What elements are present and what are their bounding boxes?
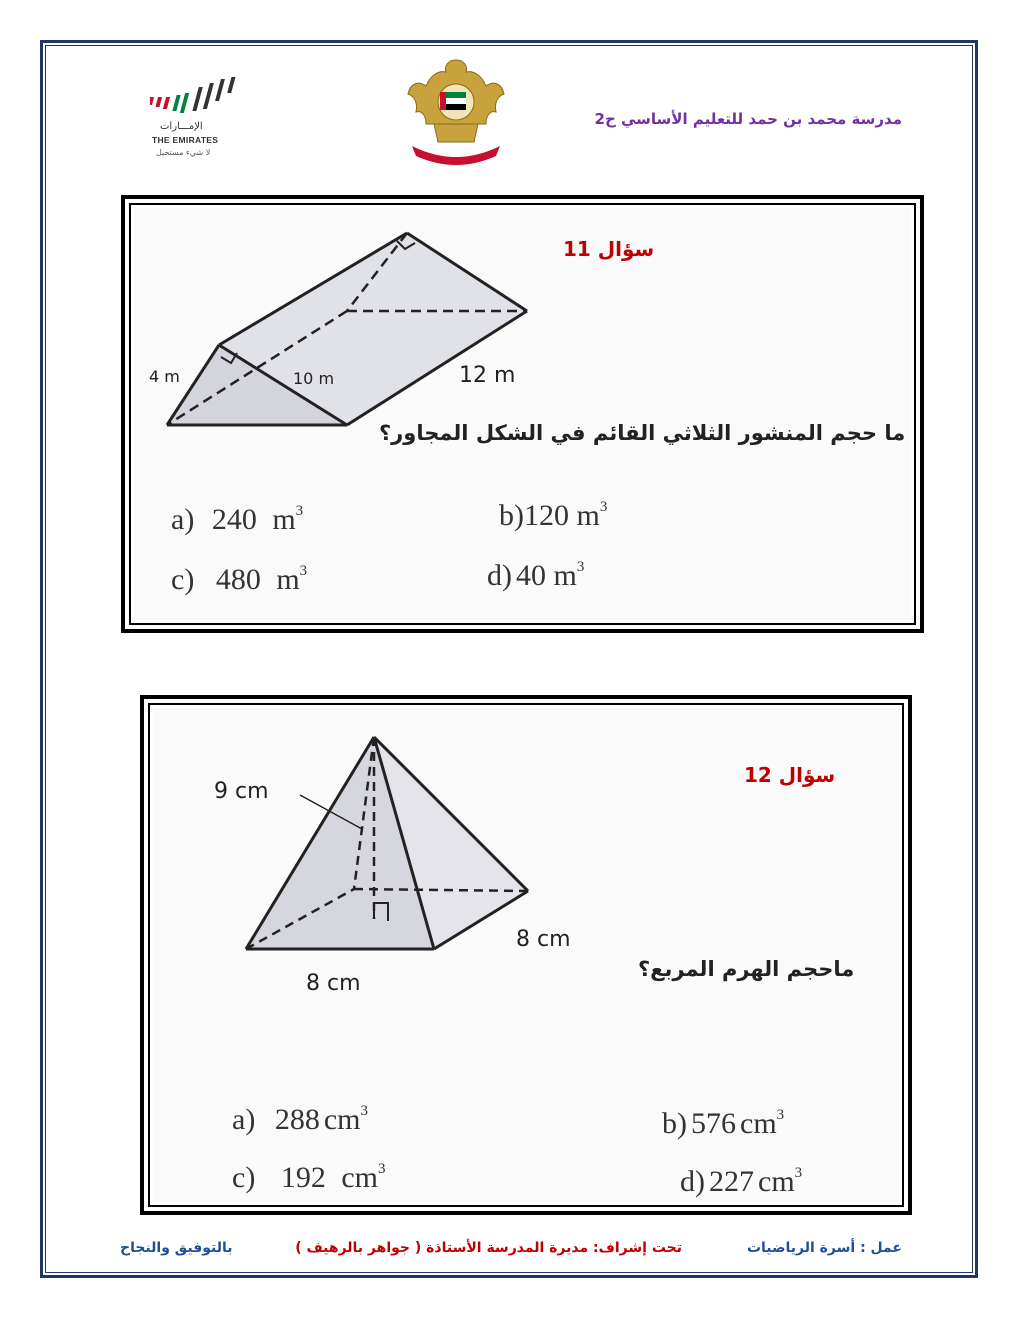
option-c[interactable] [171, 563, 307, 597]
the-emirates-logo [150, 75, 250, 170]
option-letter: d) [680, 1165, 705, 1198]
option-unit: m [576, 499, 600, 532]
option-exponent: 3 [576, 559, 585, 575]
option-value: 227 [709, 1165, 754, 1198]
option-exponent: 3 [599, 499, 608, 515]
option-unit: m [272, 503, 296, 536]
option-value: 576 [691, 1107, 736, 1140]
question-11-label: سؤال 11 [563, 237, 655, 261]
dim-base-label: 10 m [293, 369, 335, 388]
footer-wishes: بالتوفيق والنجاح [120, 1240, 233, 1256]
option-value: 480 [215, 563, 261, 596]
option-unit: m [276, 563, 300, 596]
option-letter: c) [232, 1161, 256, 1194]
uae-emblem-icon [404, 50, 508, 168]
emirates-logo-english: THE EMIRATES [152, 135, 219, 145]
option-b[interactable] [499, 499, 607, 533]
option-letter: a) [232, 1103, 256, 1136]
option-c[interactable] [232, 1161, 385, 1195]
option-letter: b) [499, 499, 524, 532]
option-letter: a) [171, 503, 195, 536]
option-unit: cm [323, 1103, 361, 1136]
footer-supervisor-name: ( جواهر بالرهيف ) [295, 1240, 422, 1256]
footer-supervision [295, 1240, 682, 1256]
option-exponent: 3 [776, 1107, 785, 1123]
emirates-bars-icon [150, 75, 250, 119]
question-12-text: ماحجم الهرم المربع؟ [638, 957, 855, 981]
dim-side2-label: 8 cm [516, 927, 571, 952]
question-12-box [140, 695, 912, 1215]
footer-work: عمل : أسرة الرياضيات [746, 1240, 902, 1256]
option-unit: cm [758, 1165, 795, 1198]
emirates-logo-arabic: الإمـــارات [160, 121, 203, 132]
option-letter: c) [171, 563, 195, 596]
dim-side1-label: 8 cm [306, 971, 361, 996]
square-pyramid-figure [238, 729, 558, 959]
option-d[interactable] [680, 1165, 802, 1199]
option-value: 192 [280, 1161, 326, 1194]
option-d[interactable] [487, 559, 584, 593]
footer-supervision-prefix: تحت إشراف: مديرة المدرسة الأستاذة [426, 1240, 682, 1256]
option-exponent: 3 [377, 1161, 386, 1177]
option-value: 40 [516, 559, 546, 592]
option-unit: m [553, 559, 577, 592]
option-a[interactable] [171, 503, 303, 537]
emirates-logo-tagline: لا شيء مستحيل [156, 148, 211, 157]
option-exponent: 3 [794, 1165, 803, 1181]
dim-height-label: 4 m [149, 367, 180, 386]
option-value: 120 [524, 499, 569, 532]
option-exponent: 3 [360, 1103, 368, 1119]
option-letter: d) [487, 559, 512, 592]
dim-height-label: 9 cm [214, 779, 269, 804]
option-exponent: 3 [299, 563, 308, 579]
option-unit: cm [341, 1161, 378, 1194]
option-letter: b) [662, 1107, 687, 1140]
option-value: 240 [211, 503, 257, 536]
option-unit: cm [740, 1107, 777, 1140]
option-exponent: 3 [295, 503, 304, 519]
option-value: 288 [274, 1103, 320, 1136]
school-name: مدرسة محمد بن حمد للتعليم الأساسي ح2 [594, 110, 902, 128]
question-12-label: سؤال 12 [744, 763, 836, 787]
option-a[interactable] [232, 1103, 368, 1137]
dim-length-label: 12 m [459, 363, 516, 388]
question-11-box [121, 195, 924, 633]
option-b[interactable] [662, 1107, 784, 1141]
question-11-text: ما حجم المنشور الثلاثي القائم في الشكل المجاور؟ [379, 421, 906, 445]
